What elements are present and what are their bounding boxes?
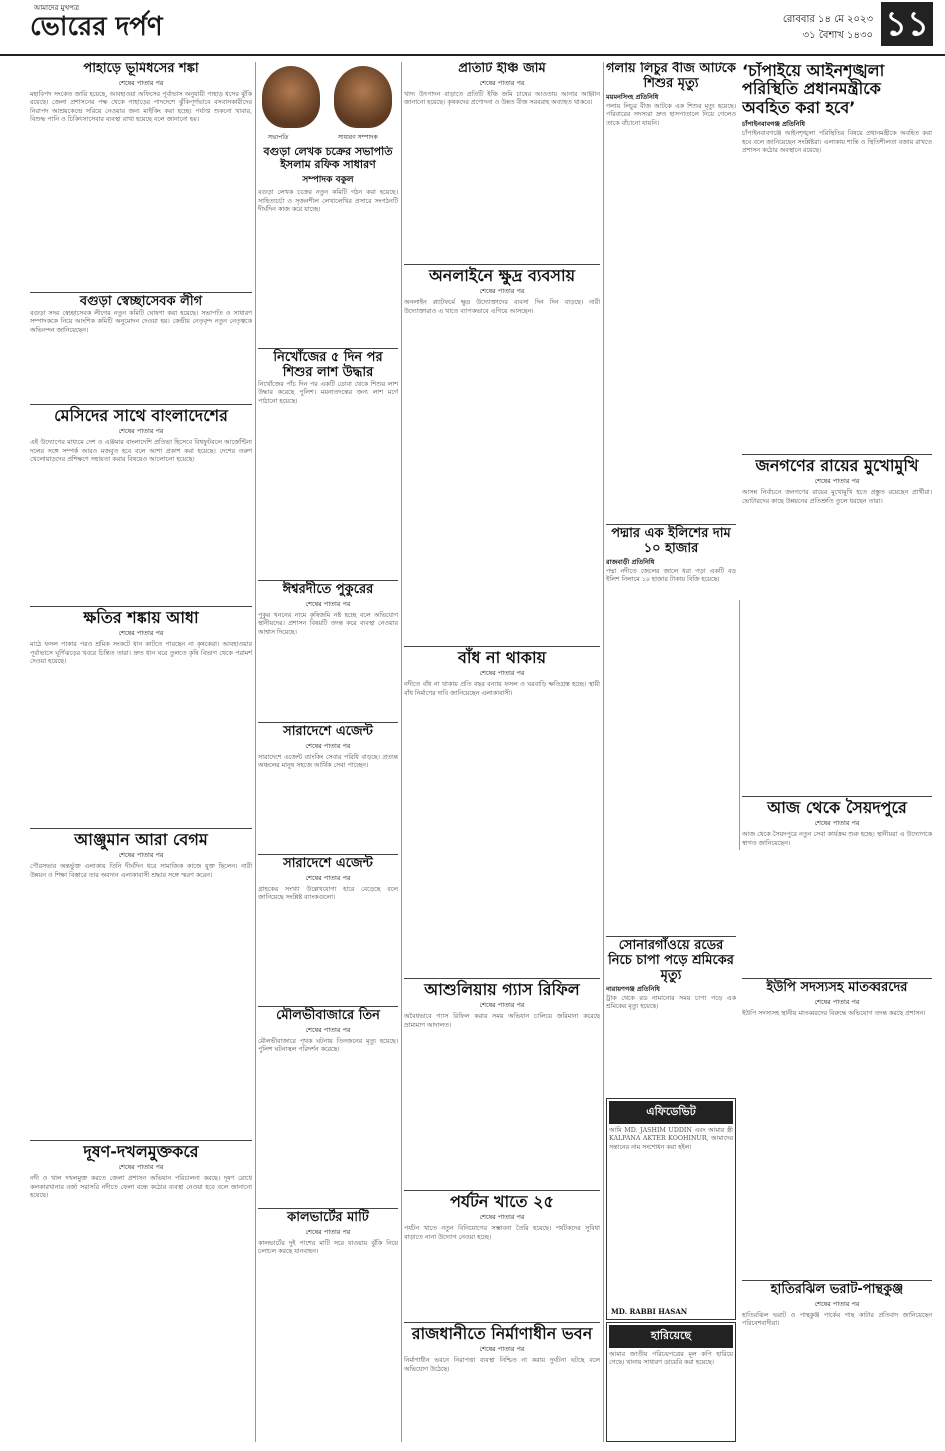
- article-body: পুকুর খননের নামে কৃষিজমি নষ্ট হচ্ছে বলে অভিযোগ স্থানীয়দের। প্রশাসন বিষয়টি তদন্ত করে ব্যবস্থা নেওয়ার আশ্বাস দিয়েছে।: [258, 611, 398, 636]
- article-child-body: [258, 348, 398, 578]
- headline: অনলাইনে ক্ষুদ্র ব্যবসায়: [428, 266, 576, 285]
- masthead: [0, 0, 945, 56]
- continued-label: শেষের পাতার পর: [305, 1227, 351, 1236]
- headline-sub: সম্পাদক বকুল: [302, 175, 354, 186]
- byline: রাজবাড়ী প্রতিনিধি: [606, 557, 655, 566]
- article-body: পৌরসভার অন্তর্ভুক্ত এলাকায় তিনি দীর্ঘদিন ধরে সামাজিক কাজে যুক্ত ছিলেন। নারী উন্নয়ন ও শিক্ষা বিস্তারে তার অবদান এলাকাবাসী শ্রদ্ধার সঙ্গে স্মরণ করেন।: [30, 863, 252, 879]
- column-divider: [739, 600, 740, 850]
- article-anjuman: [30, 828, 252, 1138]
- article-body: হাতিরঝিল ভরাট ও পান্থকুঞ্জ পার্কের গাছ কাটার প্রতিবাদ জানিয়েছেন পরিবেশবাদীরা।: [742, 1311, 932, 1328]
- article-body: অনলাইন প্ল্যাটফর্মে ক্ষুদ্র উদ্যোক্তাদের ব্যবসা দিন দিন বাড়ছে। নারী উদ্যোক্তারাও এ খাতে ব্যাপকভাবে এগিয়ে আসছেন।: [404, 299, 600, 315]
- headline: ‘চাঁপাইয়ে আইনশৃঙ্খলা পরিস্থিতি প্রধানমন্ত্রীকে অবহিত করা হবে’: [742, 62, 885, 117]
- headline: জনগণের রায়ের মুখোমুখি: [755, 456, 919, 475]
- headline: বগুড়া স্বেচ্ছাসেবক লীগ: [79, 294, 203, 309]
- headline: পাহাড়ে ভূমিধসের শঙ্কা: [83, 62, 199, 76]
- headline: সারাদেশে এজেন্ট: [283, 856, 373, 871]
- brand-tagline: আমাদের মুখপত্র: [34, 4, 80, 12]
- headline: প্রতিটি ইঞ্চি জমি: [458, 62, 546, 76]
- article-body: খাদ্য উৎপাদন বাড়াতে প্রতিটি ইঞ্চি জমি চাষের আওতায় আনার আহ্বান জানানো হয়েছে। কৃষকদের প্রণোদনা ও উন্নত বীজ সরবরাহ অব্যাহত থাকবে।: [404, 90, 600, 107]
- article-chapai-law-order: [742, 62, 932, 452]
- continued-label: শেষের পাতার পর: [814, 819, 860, 828]
- date-bengali: ৩১ বৈশাখ ১৪৩০: [802, 30, 873, 41]
- affidavit-signature: MD. RABBI HASAN: [611, 1307, 688, 1316]
- continued-label: শেষের পাতার পর: [479, 1213, 525, 1222]
- article-online-business: [404, 264, 600, 644]
- page-number: ১১: [881, 2, 933, 46]
- article-moulvibazar: [258, 1006, 398, 1206]
- continued-label: শেষের পাতার পর: [479, 287, 525, 296]
- article-body: অবৈধভাবে গ্যাস রিফিল করার সময় অভিযান চালিয়ে জরিমানা করেছে ভ্রাম্যমাণ আদালত।: [404, 1013, 600, 1029]
- article-body: গলায় লিচুর বীজ আটকে এক শিশুর মৃত্যু হয়েছে। পরিবারের সদস্যরা দ্রুত হাসপাতালে নিয়ে গেলেও তাকে বাঁচানো যায়নি।: [606, 102, 736, 127]
- article-body: পর্যটন খাতে নতুন বিনিয়োগের সম্ভাবনা তৈরি হয়েছে। পর্যটকদের সুবিধা বাড়াতে নানা উদ্যোগ নেওয়া হচ্ছে।: [404, 1225, 600, 1241]
- article-body: গ্রাহকের সংখ্যা উল্লেখযোগ্য হারে বেড়েছে বলে জানিয়েছে সংশ্লিষ্ট ব্যাংকগুলো।: [258, 885, 398, 902]
- lost-title: হারিয়েছে: [609, 1325, 733, 1348]
- headline: গলায় লিচুর বীজ আটকে শিশুর মৃত্যু: [606, 62, 736, 91]
- continued-label: শেষের পাতার পর: [814, 477, 860, 486]
- continued-label: শেষের পাতার পর: [814, 1299, 860, 1308]
- byline: ময়মনসিংহ প্রতিনিধি: [606, 92, 659, 101]
- headline: আজ থেকে সৈয়দপুরে: [767, 798, 907, 817]
- lost-notice: [606, 1322, 736, 1442]
- article-ishwardi: [258, 580, 398, 720]
- continued-label: শেষের পাতার পর: [118, 427, 164, 436]
- continued-label: শেষের পাতার পর: [479, 1345, 525, 1354]
- column-divider: [603, 62, 604, 1442]
- article-hilsa: [606, 524, 736, 934]
- article-body: চাঁপাইনবাবগঞ্জে আইনশৃঙ্খলা পরিস্থিতির বিষয়ে প্রধানমন্ত্রীকে অবহিত করা হবে বলে জানিয়েছেন সংশ্লিষ্টরা। এলাকায় শান্তি ও স্থিতিশীলতা বজায় রাখতে প্রশাসন কঠোর অবস্থানে রয়েছে।: [742, 130, 932, 154]
- continued-label: শেষের পাতার পর: [479, 1001, 525, 1010]
- continued-label: শেষের পাতার পর: [814, 997, 860, 1006]
- lost-body: আমার জাতীয় পরিচয়পত্রের মূল কপি হারিয়ে গেছে। থানায় সাধারণ ডায়েরি করা হয়েছে।: [609, 1351, 733, 1367]
- article-body: মৌলভীবাজারে পৃথক ঘটনায় তিনজনের মৃত্যু হয়েছে। পুলিশ ঘটনাস্থল পরিদর্শন করেছে।: [258, 1037, 398, 1054]
- article-no-dam: [404, 646, 600, 976]
- headline: সারাদেশে এজেন্ট: [283, 724, 373, 739]
- headline: আঞ্জুমান আরা বেগম: [74, 830, 208, 849]
- article-body: ইউপি সদস্যসহ স্থানীয় মাতব্বরদের বিরুদ্ধে অভিযোগ তদন্ত করছে প্রশাসন।: [742, 1009, 926, 1017]
- article-hatirjheel: [742, 1280, 932, 1442]
- headline: নিখোঁজের ৫ দিন পর শিশুর লাশ উদ্ধার: [273, 350, 383, 380]
- article-up-member: [742, 978, 932, 1278]
- headline: মেসিদের সাথে বাংলাদেশের: [54, 406, 228, 425]
- headline: বাঁধ না থাকায়: [457, 648, 547, 667]
- continued-label: শেষের পাতার পর: [118, 1163, 164, 1172]
- article-tourism: [404, 1190, 600, 1320]
- article-body: পদ্মা নদীতে জেলের জালে ধরা পড়া একটি বড় ইলিশ নিলামে ১০ হাজার টাকায় বিক্রি হয়েছে।: [606, 567, 736, 584]
- article-body: মাঠে ফসল পাকার পরও শ্রমিক সংকটে ধান কাটতে পারছেন না কৃষকেরা। আবহাওয়ার পূর্বাভাসে ঘূর্ণিঝড়ের খবরে চিন্তিত তারা। দ্রুত ধান ঘরে তুলতে কৃষি বিভাগ থেকে পরামর্শ দেওয়া হয়েছে।: [30, 641, 252, 666]
- continued-label: শেষের পাতার পর: [479, 78, 525, 87]
- headline: মৌলভীবাজারে তিন: [276, 1008, 380, 1023]
- headline: সোনারগাঁওয়ে রডের নিচে চাপা পড়ে শ্রমিকের মৃত্যু: [608, 938, 734, 983]
- continued-label: শেষের পাতার পর: [305, 741, 351, 750]
- article-body: মহাবিপদ সংকেত জারি হয়েছে, আবহাওয়া অফিসের পূর্বাভাস অনুযায়ী পাহাড় ধসের ঝুঁকি রয়েছে। জেলা প্রশাসনের পক্ষ থেকে পাহাড়ের পাদদেশে ঝুঁকিপূর্ণভাবে বসবাসকারীদের নিরাপদ আশ্রয়কেন্দ্রে সরিয়ে নেওয়ার জন্য মাইকিং করা হচ্ছে। পর্যাপ্ত শুকনো খাবার, বিশুদ্ধ পানি ও চিকিৎসাসেবার ব্যবস্থা রাখা হয়েছে বলে জানানো হয়।: [30, 90, 252, 124]
- headline: কালভার্টের মাটি: [287, 1210, 369, 1225]
- continued-label: শেষের পাতার পর: [118, 629, 164, 638]
- byline: নারায়ণগঞ্জ প্রতিনিধি: [606, 984, 660, 993]
- article-agent-1: [258, 722, 398, 852]
- date-gregorian: রোববার ১৪ মে ২০২৩: [782, 14, 873, 25]
- headline: পদ্মার এক ইলিশের দাম ১০ হাজার: [611, 526, 731, 556]
- affidavit-title: এফিডেভিট: [609, 1101, 733, 1124]
- column-divider: [255, 62, 256, 1442]
- article-saidpur: [742, 796, 932, 976]
- headline: দূষণ-দখলমুক্তকরে: [83, 1142, 199, 1161]
- article-body: বগুড়া লেখক চক্রের নতুন কমিটি গঠন করা হয়েছে। সাহিত্যচর্চা ও সৃজনশীল লেখালেখির প্রসারে সংগঠনটি দীর্ঘদিন কাজ করে যাচ্ছে।: [258, 189, 398, 214]
- article-body: আজ থেকে সৈয়দপুরে নতুন সেবা কার্যক্রম শুরু হচ্ছে। স্থানীয়রা এ উদ্যোগকে স্বাগত জানিয়েছেন।: [742, 831, 932, 847]
- article-loss-fear: [30, 606, 252, 826]
- continued-label: শেষের পাতার পর: [479, 669, 525, 678]
- article-body: কালভার্টের দুই পাশের মাটি সরে যাওয়ায় ঝুঁকি নিয়ে চলাচল করছে যানবাহন।: [258, 1239, 398, 1256]
- article-messi: [30, 404, 252, 604]
- article-gas-refill: [404, 978, 600, 1188]
- headline: ক্ষতির শঙ্কায় আধা: [83, 608, 199, 627]
- article-body: নির্মাণাধীন ভবনে নিরাপত্তা ব্যবস্থা নিশ্চিত না করায় দুর্ঘটনা ঘটছে বলে অভিযোগ উঠেছে।: [404, 1357, 600, 1373]
- byline: চাঁপাইনবাবগঞ্জ প্রতিনিধি: [742, 120, 805, 129]
- article-lychee-seed: [606, 62, 736, 522]
- affidavit-notice: [606, 1098, 736, 1320]
- headline: ঈশ্বরদীতে পুকুরের: [282, 582, 374, 597]
- photo-caption: সাধারণ সম্পাদক: [338, 134, 378, 141]
- headline: ইউপি সদস্যসহ মাতব্বরদের: [766, 980, 908, 995]
- president-photo: [262, 66, 320, 128]
- photo-caption: সভাপতি: [268, 134, 289, 141]
- article-culvert: [258, 1208, 398, 1440]
- article-rod-accident: [606, 936, 736, 1096]
- headline: হাতিরঝিল ভরাট-পান্থকুঞ্জ: [770, 1282, 904, 1297]
- article-body: আসন্ন নির্বাচনে জনগণের রায়ের মুখোমুখি হতে প্রস্তুত রয়েছেন প্রার্থীরা। ভোটারদের কাছে উন্নয়নের প্রতিশ্রুতি তুলে ধরছেন তারা।: [742, 489, 932, 505]
- affidavit-body: আমি MD. JASHIM UDDIN এবং আমার স্ত্রী KALPANA AKTER KOOHINUR, আমাদের সন্তানের নাম সংশোধন করা হইল।: [609, 1127, 733, 1151]
- article-body: নদীতে বাঁধ না থাকায় প্রতি বছর বন্যায় ফসল ও ঘরবাড়ি ক্ষতিগ্রস্ত হচ্ছে। স্থায়ী বাঁধ নির্মাণের দাবি জানিয়েছেন এলাকাবাসী।: [404, 681, 600, 697]
- headline: আশুলিয়ায় গ্যাস রিফিল: [424, 980, 580, 999]
- leaders-photo: [258, 62, 398, 142]
- article-landslide: [30, 62, 252, 292]
- article-building: [404, 1322, 600, 1442]
- article-volunteer-league: [30, 292, 252, 402]
- article-writers-circle: [258, 146, 398, 346]
- headline: পর্যটন খাতে ২৫: [450, 1192, 554, 1211]
- secretary-photo: [334, 66, 392, 128]
- continued-label: শেষের পাতার পর: [305, 1025, 351, 1034]
- article-body: নদী ও খাল দখলমুক্ত করতে জেলা প্রশাসন অভিযান পরিচালনা করছে। দূষণ রোধে কলকারখানার বর্জ্য সরাসরি নদীতে ফেলা বন্ধে কঠোর ব্যবস্থা নেওয়া হবে বলে জানানো হয়েছে।: [30, 1175, 252, 1200]
- article-every-inch: [404, 62, 600, 262]
- headline: বগুড়া লেখক চক্রের সভাপতি ইসলাম রফিক সাধারণ: [263, 146, 393, 171]
- article-body: বগুড়া সদর স্বেচ্ছাসেবক লীগের নতুন কমিটি ঘোষণা করা হয়েছে। সভাপতি ও সাধারণ সম্পাদককে নিয়ে আংশিক কমিটি অনুমোদন দেওয়া হয়। কেন্দ্রীয় নেতৃবৃন্দ নতুন নেতৃত্বকে অভিনন্দন জানিয়েছেন।: [30, 309, 252, 334]
- continued-label: শেষের পাতার পর: [305, 873, 351, 882]
- continued-label: শেষের পাতার পর: [118, 78, 164, 87]
- article-body: এই উদ্যোগের মাধ্যমে দেশ ও এঞ্জমার বাংলাদেশি প্রতিভা হিসেবে বিশ্বফুটবলে আর্জেন্টিনা দলের সঙ্গে সম্পর্ক আরও মজবুত হবে বলে আশা প্রকাশ করা হয়েছে। দেশের তরুণ খেলোয়াড়দের প্রশিক্ষণে সহায়তা করার বিষয়েও আলোচনা হয়েছে।: [30, 439, 252, 464]
- continued-label: শেষের পাতার পর: [118, 851, 164, 860]
- article-public-verdict: [742, 454, 932, 794]
- headline: রাজধানীতে নির্মাণাধীন ভবন: [411, 1324, 593, 1343]
- article-pollution: [30, 1140, 252, 1440]
- continued-label: শেষের পাতার পর: [305, 599, 351, 608]
- article-agent-2: [258, 854, 398, 1004]
- article-body: ট্রাক থেকে রড নামানোর সময় চাপা পড়ে এক শ্রমিকের মৃত্যু হয়েছে।: [606, 994, 736, 1011]
- newspaper-logo: ভোরের দর্পণ: [30, 12, 163, 42]
- article-body: নিখোঁজের পাঁচ দিন পর একটি ডোবা থেকে শিশুর লাশ উদ্ধার করেছে পুলিশ। ময়নাতদন্তের জন্য লাশ মর্গে পাঠানো হয়েছে।: [258, 380, 398, 405]
- column-divider: [401, 62, 402, 1442]
- article-body: সারাদেশে এজেন্ট ব্যাংকিং সেবার পরিধি বাড়ছে। প্রত্যন্ত অঞ্চলের মানুষ সহজে আর্থিক সেবা পাচ্ছেন।: [258, 753, 398, 770]
